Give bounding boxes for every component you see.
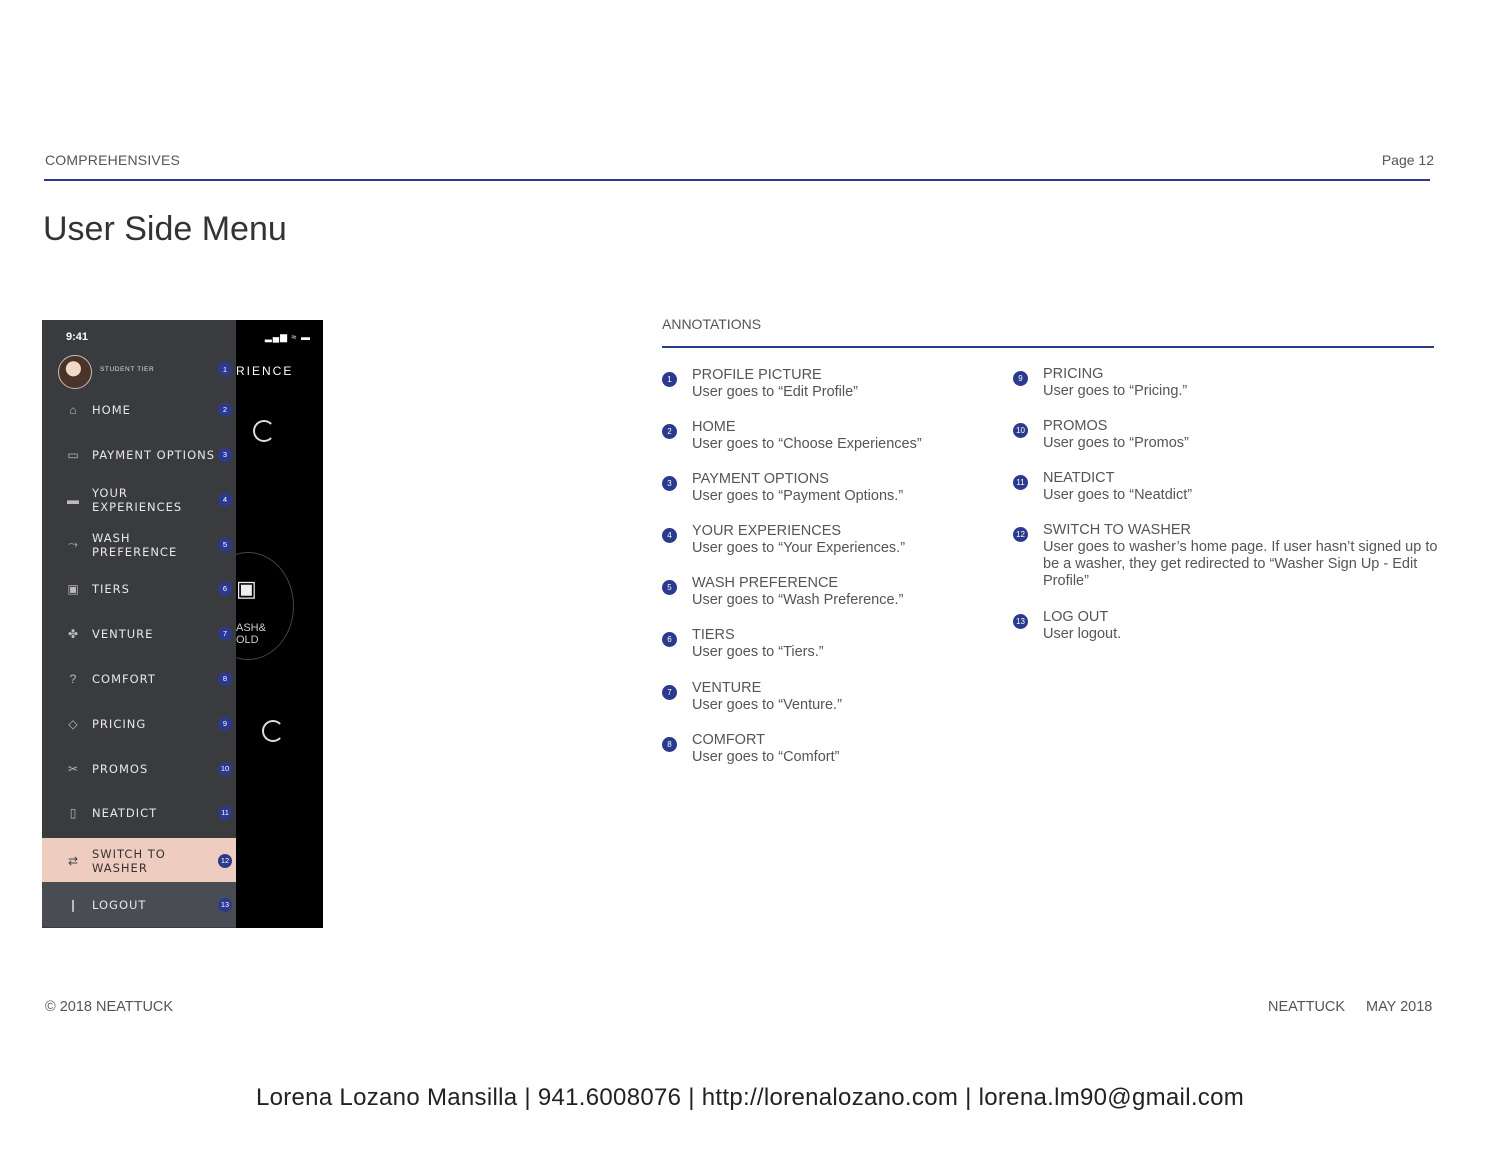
badge: 10 [218,762,232,776]
annotation-description: User goes to “Comfort” [692,749,840,765]
menu-item-label: YOUR EXPERIENCES [92,485,183,514]
footer-date: MAY 2018 [1366,999,1433,1015]
badge: 11 [218,806,232,820]
home-icon: ⌂ [69,402,77,417]
annotation-title: VENTURE [692,680,762,696]
menu-item-pricing[interactable] [42,701,236,746]
annotation-description: User goes to “Payment Options.” [692,488,904,504]
annotation-item [1013,469,1343,504]
menu-item-your-experiences[interactable] [42,477,236,522]
annotation-title: SWITCH TO WASHER [1043,522,1191,538]
menu-item-label: COMFORT [92,671,156,686]
menu-item-logout[interactable] [42,882,236,927]
annotation-description: User goes to “Neatdict” [1043,487,1193,503]
annotation-number: 13 [1013,614,1028,629]
menu-item-wash-preference[interactable] [42,522,236,567]
phone-mockup [42,320,323,928]
promo-icon: ✂ [67,761,79,776]
badge: 9 [218,717,232,731]
annotation-description: User goes to “Choose Experiences” [692,436,922,452]
annotation-description: User goes to “Your Experiences.” [692,540,906,556]
venture-icon: ✤ [67,626,79,641]
annotation-number: 4 [662,528,677,543]
badge: 6 [218,582,232,596]
annotation-item [1013,521,1438,590]
annotation-description: User goes to washer’s home page. If user hasn’t signed up to be a washer, they get redirected to “Washer Sign Up - Edit Profile” [1043,539,1438,589]
annotation-item [1013,417,1343,452]
annotation-title: TIERS [692,627,735,643]
section-label: COMPREHENSIVES [45,152,181,168]
annotation-description: User goes to “Edit Profile” [692,384,859,400]
annotation-item [662,418,992,453]
badge: 4 [218,493,232,507]
annotation-item [662,366,992,401]
menu-item-promos[interactable] [42,746,236,791]
header-divider [44,179,1430,181]
annotation-title: PROMOS [1043,418,1108,434]
menu-item-label: WASH PREFERENCE [92,530,178,559]
annotation-number: 3 [662,476,677,491]
menu-item-venture[interactable] [42,611,236,656]
annotation-title: PRICING [1043,366,1104,382]
annotations-divider [662,346,1434,348]
contact-line: Lorena Lozano Mansilla | 941.6008076 | http://lorenalozano.com | lorena.lm90@gmail.com [255,1084,1245,1111]
page-number: Page 12 [1381,152,1434,168]
annotation-item [662,522,992,557]
menu-item-comfort[interactable] [42,656,236,701]
menu-item-label: SWITCH TO WASHER [92,846,166,875]
annotation-number: 7 [662,685,677,700]
badge: 12 [218,854,232,868]
menu-item-switch-to-washer[interactable] [42,838,236,883]
menu-item-neatdict[interactable] [42,790,236,835]
menu-item-tiers[interactable] [42,566,236,611]
badge: 3 [218,448,232,462]
profile-avatar[interactable] [58,355,92,389]
annotation-item [662,679,992,714]
badge: 5 [218,538,232,552]
annotations-title: ANNOTATIONS [662,316,762,332]
annotation-item [662,574,992,609]
badge: 7 [218,627,232,641]
annotation-number: 9 [1013,371,1028,386]
comfort-icon: ? [69,671,77,686]
annotation-title: YOUR EXPERIENCES [692,523,842,539]
tray-icon: ▬ [67,492,79,507]
annotation-number: 5 [662,580,677,595]
annotation-description: User goes to “Wash Preference.” [692,592,904,608]
annotation-number: 2 [662,424,677,439]
annotation-number: 12 [1013,527,1028,542]
annotation-title: PROFILE PICTURE [692,367,822,383]
annotation-number: 11 [1013,475,1028,490]
tag-icon: ◇ [68,716,78,731]
logo-text: ASH& OLD [236,622,266,646]
menu-item-label: NEATDICT [92,805,158,820]
annotation-item [1013,608,1343,643]
annotation-title: HOME [692,419,736,435]
menu-item-home[interactable] [42,387,236,432]
menu-item-label: PRICING [92,716,147,731]
annotation-number: 10 [1013,423,1028,438]
tiers-icon: ▣ [67,581,79,596]
loading-spinner-icon [253,420,275,442]
side-menu-drawer [42,320,236,928]
logout-icon: ❙ [67,897,79,912]
page-title: User Side Menu [43,210,287,248]
annotation-title: COMFORT [692,732,766,748]
annotation-description: User logout. [1043,626,1122,642]
book-icon: ▯ [69,805,77,820]
annotation-number: 8 [662,737,677,752]
menu-item-label: LOGOUT [92,897,147,912]
hanger-icon: ⤳ [68,537,78,551]
annotation-description: User goes to “Venture.” [692,697,842,713]
badge: 13 [218,898,232,912]
annotation-item [662,470,992,505]
badge: 1 [218,362,232,376]
background-screen-text: RIENCE [236,364,294,378]
badge: 8 [218,672,232,686]
annotation-item [1013,365,1343,400]
menu-item-label: TIERS [92,581,130,596]
footer-brand: NEATTUCK [1268,999,1346,1015]
card-icon: ▭ [67,447,79,462]
menu-item-payment-options[interactable] [42,432,236,477]
status-time: 9:41 [66,331,89,343]
annotation-title: PAYMENT OPTIONS [692,471,829,487]
annotation-description: User goes to “Tiers.” [692,644,824,660]
loading-spinner-icon [262,720,284,742]
annotation-title: NEATDICT [1043,470,1115,486]
annotation-description: User goes to “Pricing.” [1043,383,1188,399]
annotation-item [662,731,992,766]
footer-copyright: © 2018 NEATTUCK [45,999,174,1015]
annotation-title: LOG OUT [1043,609,1109,625]
profile-tier: STUDENT TIER [100,366,155,373]
annotation-number: 1 [662,372,677,387]
status-bar-icons: ▂▄▆ ≈ ▬ [264,332,311,342]
annotation-description: User goes to “Promos” [1043,435,1189,451]
annotation-number: 6 [662,632,677,647]
menu-item-label: HOME [92,402,131,417]
menu-item-label: PROMOS [92,761,149,776]
badge: 2 [218,403,232,417]
menu-item-label: PAYMENT OPTIONS [92,447,216,462]
annotation-title: WASH PREFERENCE [692,575,839,591]
menu-item-label: VENTURE [92,626,154,641]
annotation-item [662,626,992,661]
switch-icon: ⇄ [67,853,79,868]
logo-icon: ▣ [236,576,257,601]
